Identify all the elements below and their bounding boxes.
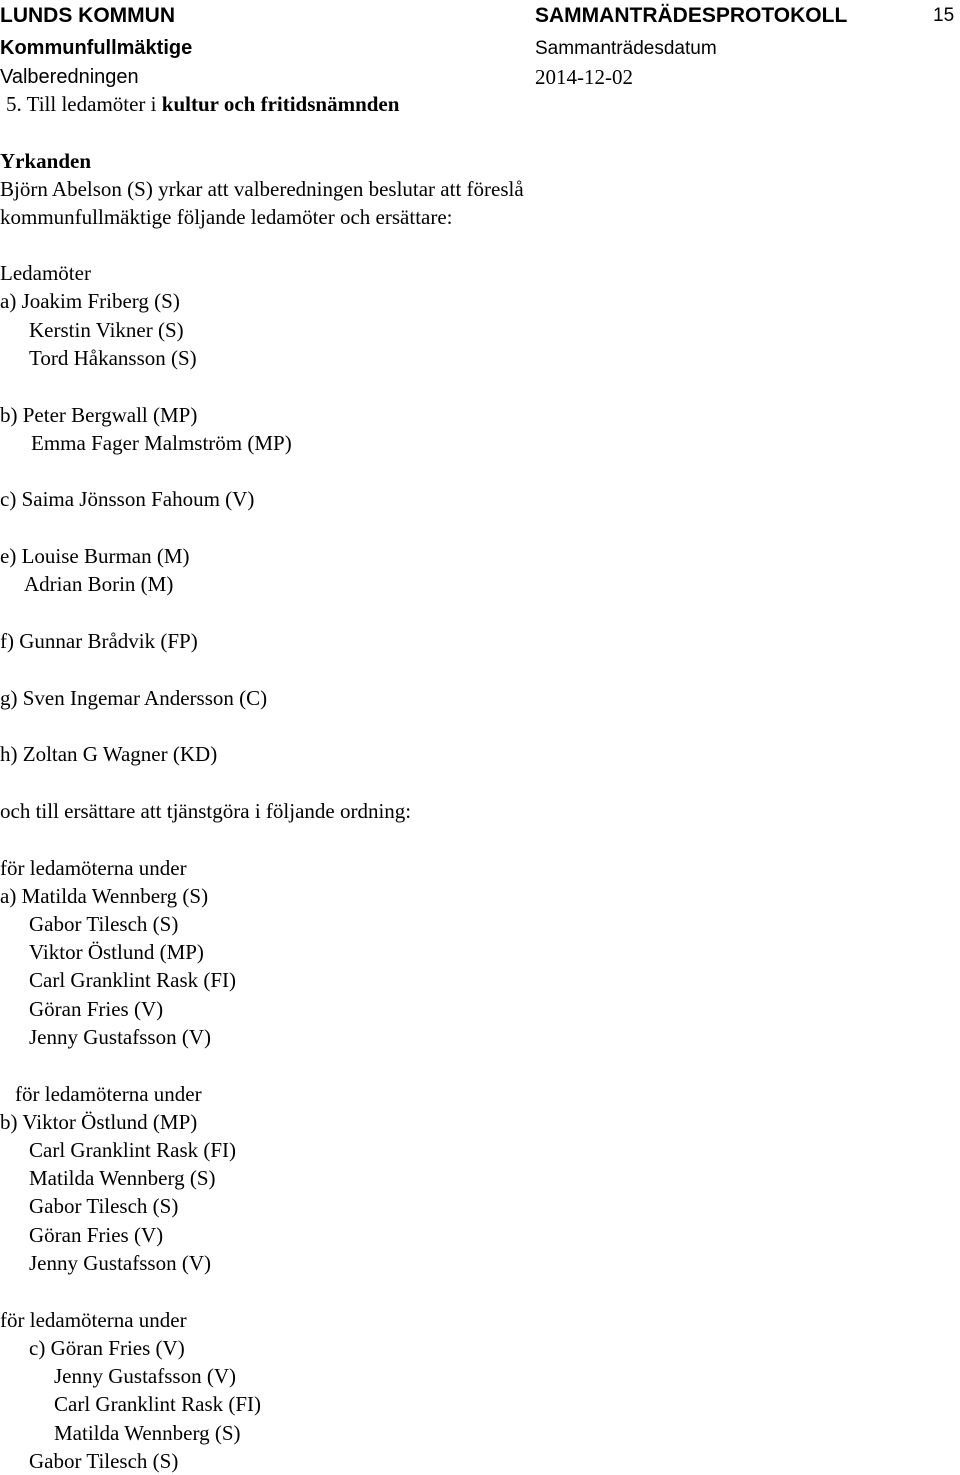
member-line: Emma Fager Malmström (MP) [31, 431, 292, 455]
substitute-line: Jenny Gustafsson (V) [29, 1025, 211, 1049]
substitute-line: Göran Fries (V) [29, 1223, 164, 1247]
substitutes-intro: och till ersättare att tjänstgöra i följande ordning: [0, 799, 412, 823]
substitute-line: b) Viktor Östlund (MP) [0, 1110, 198, 1134]
member-line: c) Saima Jönsson Fahoum (V) [0, 487, 255, 511]
substitute-line: Viktor Östlund (MP) [29, 940, 204, 964]
member-line: f) Gunnar Brådvik (FP) [0, 629, 198, 653]
substitute-line: Carl Granklint Rask (FI) [29, 968, 237, 992]
substitute-line: Matilda Wennberg (S) [54, 1421, 241, 1445]
item-board: kultur och fritidsnämnden [161, 92, 400, 116]
substitute-line: a) Matilda Wennberg (S) [0, 884, 209, 908]
substitute-line: Gabor Tilesch (S) [29, 912, 179, 936]
council-name: Kommunfullmäktige [0, 37, 193, 59]
substitute-line: Gabor Tilesch (S) [29, 1449, 179, 1473]
member-line: b) Peter Bergwall (MP) [0, 403, 198, 427]
substitute-line: Göran Fries (V) [29, 997, 164, 1021]
members-heading: Ledamöter [0, 261, 91, 285]
substitute-group-heading: för ledamöterna under [0, 856, 187, 880]
page-number: 15 [933, 5, 955, 26]
substitute-line: Jenny Gustafsson (V) [29, 1251, 211, 1275]
item-title [6, 94, 399, 115]
committee-name: Valberedningen [0, 66, 139, 88]
substitute-group-heading: för ledamöterna under [0, 1308, 187, 1332]
proposal-line-2: kommunfullmäktige följande ledamöter och ersättare: [0, 205, 453, 229]
member-line: h) Zoltan G Wagner (KD) [0, 742, 218, 766]
item-prefix: 5. Till ledamöter i [6, 92, 162, 116]
member-line: g) Sven Ingemar Andersson (C) [0, 686, 268, 710]
meeting-date: 2014-12-02 [535, 65, 633, 89]
substitute-line: c) Göran Fries (V) [29, 1336, 185, 1360]
document-type: SAMMANTRÄDESPROTOKOLL [535, 4, 848, 27]
member-line: Adrian Borin (M) [24, 572, 174, 596]
member-line: e) Louise Burman (M) [0, 544, 190, 568]
substitute-line: Jenny Gustafsson (V) [54, 1364, 236, 1388]
substitute-group-heading: för ledamöterna under [15, 1082, 202, 1106]
date-label: Sammanträdesdatum [535, 38, 717, 59]
substitute-line: Carl Granklint Rask (FI) [54, 1392, 262, 1416]
member-line: Tord Håkansson (S) [29, 346, 197, 370]
member-line: a) Joakim Friberg (S) [0, 289, 180, 313]
municipality-name: LUNDS KOMMUN [0, 4, 175, 27]
proposal-line-1: Björn Abelson (S) yrkar att valberedningen beslutar att föreslå [0, 177, 524, 201]
substitute-line: Gabor Tilesch (S) [29, 1194, 179, 1218]
member-line: Kerstin Vikner (S) [29, 318, 184, 342]
substitute-line: Carl Granklint Rask (FI) [29, 1138, 237, 1162]
substitute-line: Matilda Wennberg (S) [29, 1166, 216, 1190]
proposal-heading: Yrkanden [0, 149, 92, 173]
